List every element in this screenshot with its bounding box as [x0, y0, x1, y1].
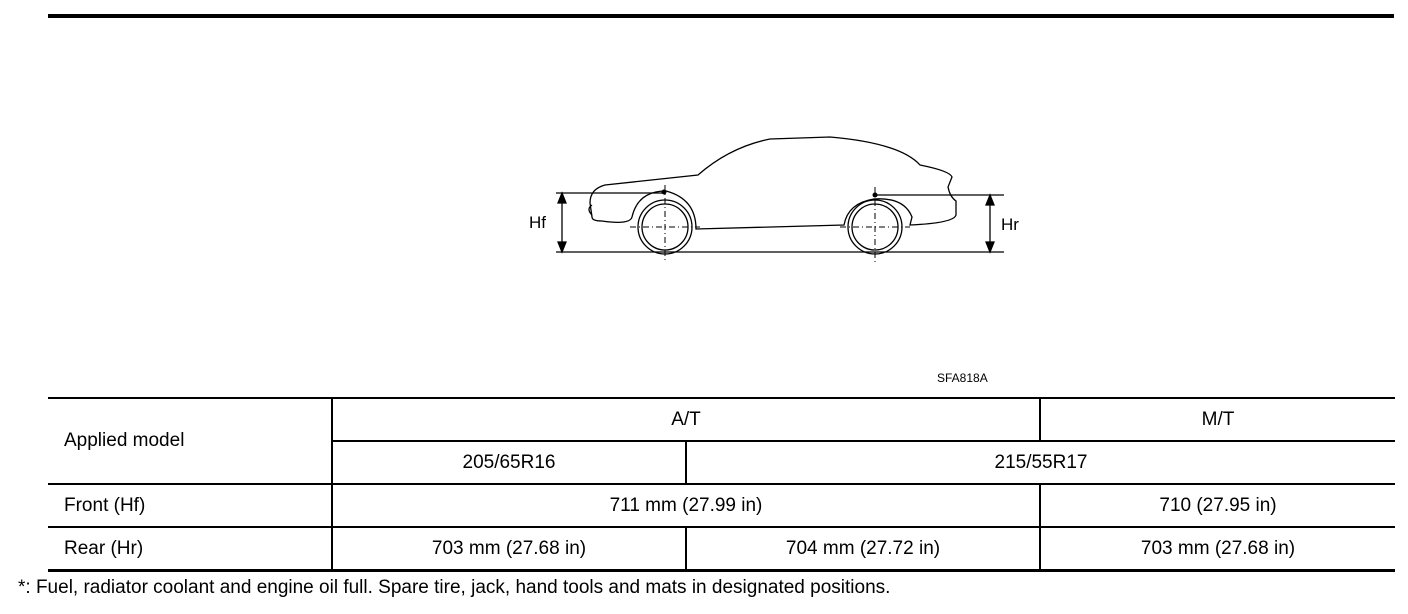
rear-at-value-2: 704 mm (27.72 in) — [686, 527, 1040, 571]
front-mt-value: 710 (27.95 in) — [1040, 484, 1395, 527]
hr-arrow-up — [986, 195, 994, 205]
table-row-header-1 — [48, 398, 1395, 441]
tire-size-2: 215/55R17 — [686, 441, 1395, 484]
hr-label: Hr — [1001, 215, 1019, 234]
table-row-front — [48, 484, 1395, 527]
vehicle-height-diagram — [520, 125, 1040, 295]
top-rule — [48, 14, 1394, 18]
hf-arrow-down — [558, 242, 566, 252]
tire-size-1: 205/65R16 — [332, 441, 686, 484]
figure-code: SFA818A — [937, 371, 988, 385]
front-label: Front (Hf) — [48, 484, 332, 527]
rear-mt-value: 703 mm (27.68 in) — [1040, 527, 1395, 571]
rear-label: Rear (Hr) — [48, 527, 332, 571]
hf-arrow-up — [558, 193, 566, 203]
front-measure-point — [662, 190, 667, 195]
hf-label: Hf — [529, 213, 546, 232]
applied-model-label: Applied model — [48, 398, 332, 484]
vehicle-height-table — [48, 397, 1395, 572]
rear-measure-point — [873, 193, 878, 198]
hr-arrow-down — [986, 242, 994, 252]
footnote: *: Fuel, radiator coolant and engine oil full. Spare tire, jack, hand tools and mats in designated positions. — [18, 577, 891, 598]
mt-header: M/T — [1040, 398, 1395, 441]
rear-at-value-1: 703 mm (27.68 in) — [332, 527, 686, 571]
at-header: A/T — [332, 398, 1040, 441]
table-row-rear — [48, 527, 1395, 571]
front-at-value: 711 mm (27.99 in) — [332, 484, 1040, 527]
